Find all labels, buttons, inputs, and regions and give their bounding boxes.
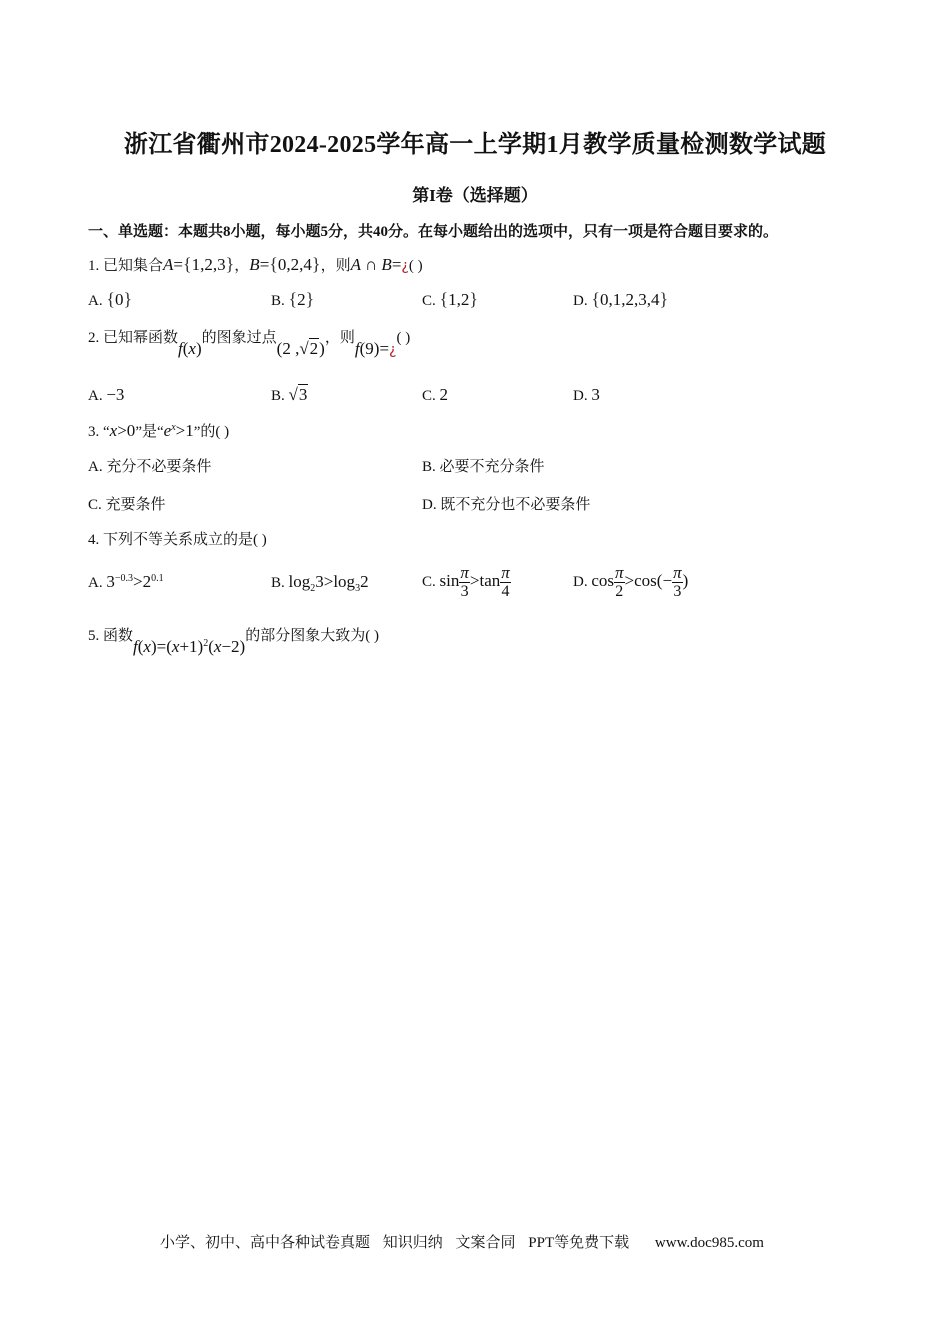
footer-item: 小学、初中、高中各种试卷真题 [160, 1235, 371, 1251]
footer-url[interactable]: www.doc985.com [654, 1235, 764, 1251]
q3-option-c: C. 充要条件 [88, 497, 166, 513]
q1-option-a: A. {0} [88, 289, 133, 309]
q1-paren: ( ) [408, 258, 423, 274]
q1-eq: = [391, 255, 402, 274]
q2-option-a: A. −3 [88, 385, 125, 404]
q1-expr: A ∩ B [350, 255, 392, 274]
q1-option-c: C. {1,2} [422, 289, 479, 309]
q1-prefix: 1. 已知集合 [88, 258, 164, 274]
question-1: 1. 已知集合A={1,2,3}，B={0,2,4}，则A ∩ B=¿( ) [88, 254, 423, 274]
q1-set-b-symbol: B [249, 255, 260, 274]
q1-option-b: B. {2} [271, 289, 315, 309]
q1-option-d: D. {0,1,2,3,4} [573, 289, 669, 309]
q3-option-d: D. 既不充分也不必要条件 [422, 497, 591, 513]
question-4: 4. 下列不等关系成立的是( ) [88, 532, 267, 548]
q3-option-b: B. 必要不充分条件 [422, 459, 545, 475]
q1-set-b-values: 0,2,4 [277, 255, 312, 274]
q3-option-a: A. 充分不必要条件 [88, 459, 212, 475]
question-5: 5. 函数$f(x)=(x+1)^2(x-2)$的部分图象大致为( ) [88, 628, 379, 656]
q1-sep: ， [234, 258, 250, 274]
q4-option-d: D. cos $\frac{\pi}{2}$ >cos(− $\frac{\pi}{3}$ ) [573, 563, 689, 600]
footer-item: PPT等免费下载 [528, 1235, 630, 1251]
part-subtitle: 第I卷（选择题） [412, 186, 538, 205]
q2-option-c: C. 2 [422, 385, 449, 404]
q1-set-a-symbol: A [163, 255, 174, 274]
q1-set-a-values: 1,2,3 [191, 255, 226, 274]
q1-mid: ，则 [320, 258, 351, 274]
question-3: 3. “x>0”是“$e^x>1$”的( ) [88, 421, 230, 440]
q4-option-a: A. $3^{-0.3}>2^{0.1}$ [88, 572, 164, 591]
footer-item: 文案合同 [455, 1235, 516, 1251]
section-heading: 一、单选题：本题共8小题，每小题5分，共40分。在每小题给出的选项中，只有一项是符合题目要求的。 [88, 224, 779, 240]
q2-option-d: D. 3 [573, 385, 600, 404]
question-2: 2. 已知幂函数f(x)的图象过点(2 ,√2)，则f(9)=¿( ) [88, 330, 411, 358]
q4-option-b: B. $\log_23>\log_32$ [271, 572, 369, 594]
page-footer [160, 1231, 773, 1252]
page-title: 浙江省衢州市2024-2025学年高一上学期1月教学质量检测数学试题 [123, 132, 827, 158]
footer-item: 知识归纳 [382, 1235, 443, 1251]
q4-option-c: C. sin $\frac{\pi}{3}$ >tan $\frac{\pi}{4}$ [422, 563, 510, 600]
q1-glyph: ¿ [401, 258, 409, 274]
q2-option-b: B. √3 [271, 385, 308, 404]
